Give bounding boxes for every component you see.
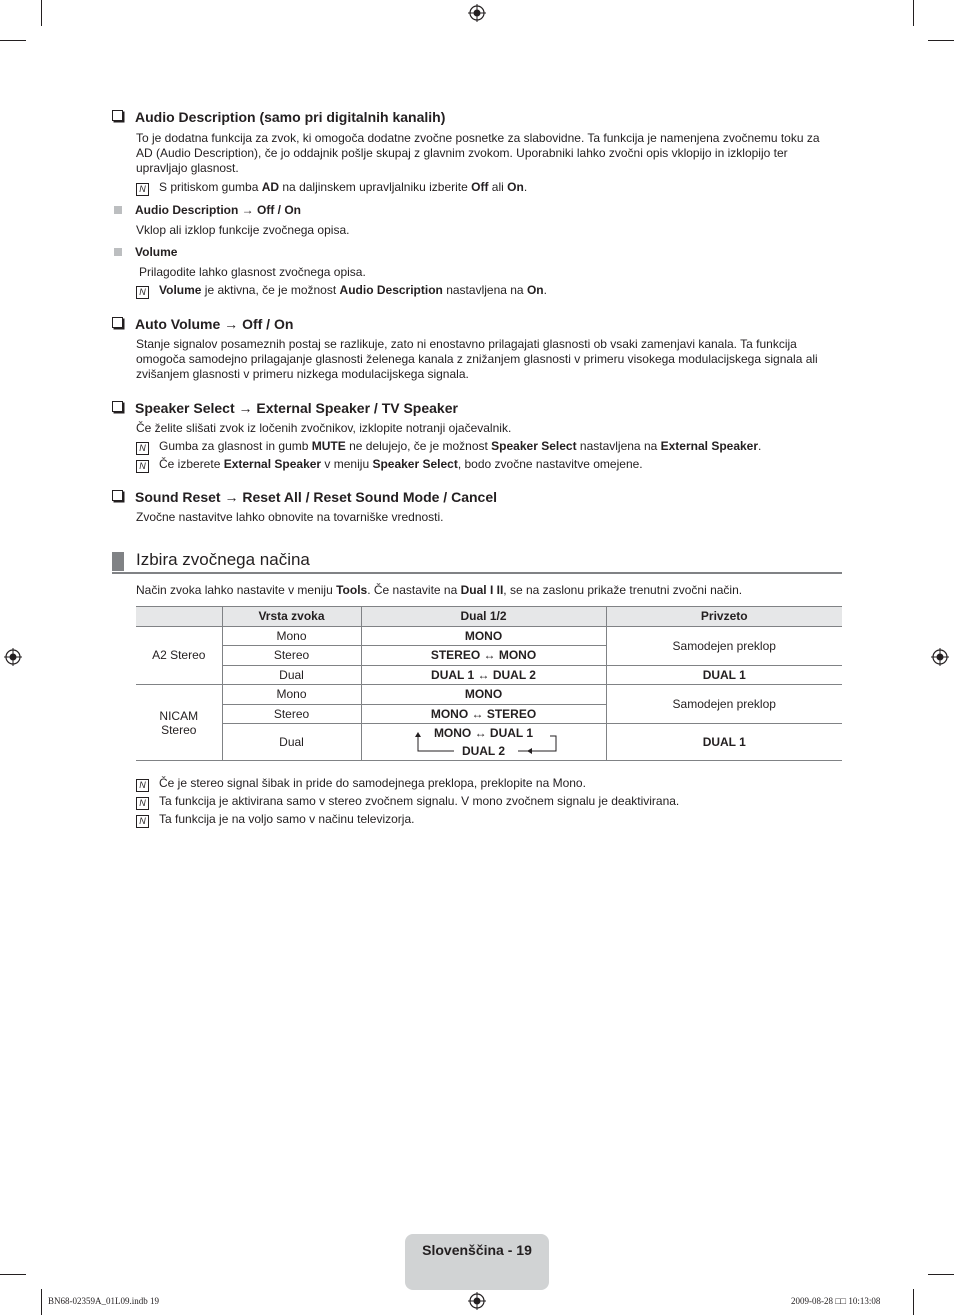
table-row xyxy=(136,626,842,646)
section-body: Če želite slišati zvok iz ločenih zvočnikov, izklopite notranji ojačevalnik. xyxy=(136,421,512,435)
table-row xyxy=(136,665,842,685)
sub-heading: Volume xyxy=(114,245,177,259)
table-row xyxy=(136,685,842,705)
note-icon: N xyxy=(136,442,149,455)
section-body: Stanje signalov posameznih postaj se razlikuje, zato ni enostavno prilagajati glasnosti ob vsaki zamenjavi kanala. Ta funkcija omogoča samodejno prilagajanje glasnosti želenega kanala z znižanjem glasnosti v primeru visokega modulacijskega signala ali zvišanjem glasnosti v primeru nizkega modulacijskega signala. xyxy=(136,337,818,381)
crop-mark xyxy=(41,1289,42,1315)
sound-mode-table xyxy=(136,606,842,761)
crop-mark xyxy=(913,0,914,26)
note: N Ta funkcija je na voljo samo v načinu televizorja. xyxy=(136,812,414,828)
crop-mark xyxy=(913,1289,914,1315)
table-cell: MONO ↔ DUAL 1 DUAL 2 xyxy=(361,724,606,761)
table-cell: A2 Stereo xyxy=(136,626,222,685)
chapter-title-text: Izbira zvočnega načina xyxy=(136,550,310,569)
square-bullet-icon xyxy=(114,248,122,256)
registration-mark-icon xyxy=(931,648,949,666)
table-header: Dual 1/2 xyxy=(361,607,606,627)
table-cell: Mono xyxy=(222,685,361,705)
table-cell: Samodejen preklop xyxy=(606,626,842,665)
registration-mark-icon xyxy=(4,648,22,666)
table-header: Privzeto xyxy=(606,607,842,627)
note-icon: N xyxy=(136,797,149,810)
sub-body: Prilagodite lahko glasnost zvočnega opisa. xyxy=(139,265,366,279)
table-cell: MONO ↔ STEREO xyxy=(361,704,606,724)
table-cell: Samodejen preklop xyxy=(606,685,842,724)
note: N Ta funkcija je aktivirana samo v stereo zvočnem signalu. V mono zvočnem signalu je deaktivirana. xyxy=(136,794,679,810)
section-heading: Audio Description (samo pri digitalnih kanalih) xyxy=(112,109,445,125)
table-cell: MONO xyxy=(361,626,606,646)
registration-mark-icon xyxy=(468,1292,486,1310)
section-heading: Speaker Select → External Speaker / TV Speaker xyxy=(112,400,458,416)
crop-mark xyxy=(928,40,954,41)
crop-mark xyxy=(41,0,42,26)
section-body: Zvočne nastavitve lahko obnovite na tovarniške vrednosti. xyxy=(136,510,444,524)
crop-mark xyxy=(928,1274,954,1275)
table-cell: DUAL 1 xyxy=(606,665,842,685)
file-imprint: BN68-02359A_01L09.indb 19 xyxy=(48,1296,159,1306)
section-body: To je dodatna funkcija za zvok, ki omogoča dodatne zvočne posnetke za slabovidne. Ta funkcija je namenjena zvočnemu toku za AD (Audio Description), če jo oddajnik pošlje skupaj z glavnim zvokom. Uporabniki lahko zvočni opis vklopijo in izklopijo ter upravljajo glasnost. xyxy=(136,131,820,175)
checkbox-bullet-icon xyxy=(112,401,123,412)
page-number: Slovenščina - 19 xyxy=(422,1242,532,1258)
cycle-arrow-icon xyxy=(414,732,558,754)
note: N S pritiskom gumba AD na daljinskem upravljalniku izberite Off ali On. xyxy=(136,180,527,196)
note-icon: N xyxy=(136,460,149,473)
table-cell: Stereo xyxy=(222,704,361,724)
table-cell: Dual xyxy=(222,724,361,761)
table-header: Vrsta zvoka xyxy=(222,607,361,627)
table-cell: MONO xyxy=(361,685,606,705)
note-icon: N xyxy=(136,286,149,299)
checkbox-bullet-icon xyxy=(112,317,123,328)
note-icon: N xyxy=(136,183,149,196)
chapter-title xyxy=(112,550,842,574)
checkbox-bullet-icon xyxy=(112,110,123,121)
note: N Gumba za glasnost in gumb MUTE ne delujejo, če je možnost Speaker Select nastavljena na External Speaker. xyxy=(136,439,761,455)
crop-mark xyxy=(0,40,26,41)
table-row xyxy=(136,724,842,761)
intro-text: Način zvoka lahko nastavite v meniju Tools. Če nastavite na Dual I II, se na zaslonu prikaže trenutni zvočni način. xyxy=(136,583,743,597)
table-header xyxy=(136,607,222,627)
note: N Če je stereo signal šibak in pride do samodejnega preklopa, preklopite na Mono. xyxy=(136,776,586,792)
sub-heading: Audio Description → Off / On xyxy=(114,203,301,217)
table-cell: STEREO ↔ MONO xyxy=(361,646,606,666)
section-heading: Sound Reset → Reset All / Reset Sound Mode / Cancel xyxy=(112,489,497,505)
note-icon: N xyxy=(136,815,149,828)
table-cell: DUAL 1 ↔ DUAL 2 xyxy=(361,665,606,685)
table-header-row xyxy=(136,607,842,627)
note: N Volume je aktivna, če je možnost Audio Description nastavljena na On. xyxy=(136,283,547,299)
checkbox-bullet-icon xyxy=(112,490,123,501)
section-heading: Auto Volume → Off / On xyxy=(112,316,293,332)
table-cell: DUAL 1 xyxy=(606,724,842,761)
registration-mark-icon xyxy=(468,4,486,22)
date-imprint: 2009-08-28 □□ 10:13:08 xyxy=(791,1296,881,1306)
sub-body: Vklop ali izklop funkcije zvočnega opisa. xyxy=(136,223,350,237)
title-marker xyxy=(112,552,124,571)
table-cell: NICAM Stereo xyxy=(136,685,222,761)
note-icon: N xyxy=(136,779,149,792)
table-cell: Dual xyxy=(222,665,361,685)
table-cell: Stereo xyxy=(222,646,361,666)
crop-mark xyxy=(0,1274,26,1275)
square-bullet-icon xyxy=(114,206,122,214)
note: N Če izberete External Speaker v meniju Speaker Select, bodo zvočne nastavitve omejene. xyxy=(136,457,643,473)
table-cell: Mono xyxy=(222,626,361,646)
